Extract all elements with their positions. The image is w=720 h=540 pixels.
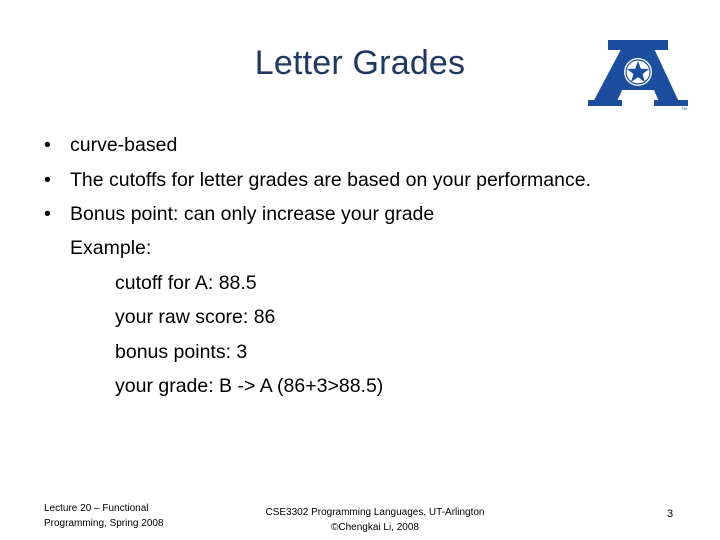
bullet-marker: • bbox=[44, 168, 51, 191]
bullet-marker: • bbox=[44, 203, 51, 226]
footer-course-info bbox=[240, 505, 510, 535]
footer-center-line: ©Chengkai Li, 2008 bbox=[331, 522, 419, 533]
bullet-marker: • bbox=[44, 134, 51, 156]
bullet-text: The cutoffs for letter grades are based on your performance. bbox=[70, 168, 592, 191]
uta-logo bbox=[588, 38, 690, 112]
svg-text:TM: TM bbox=[681, 106, 687, 111]
example-block bbox=[70, 234, 383, 407]
footer-lecture-info bbox=[44, 501, 194, 531]
example-line: cutoff for A: 88.5 bbox=[115, 271, 257, 294]
example-label: Example: bbox=[70, 237, 152, 259]
example-line: your raw score: 86 bbox=[115, 306, 276, 329]
footer-center-line: CSE3302 Programming Languages, UT-Arlington bbox=[265, 507, 485, 518]
bullet-list bbox=[44, 131, 704, 235]
example-line: your grade: B -> A (86+3>88.5) bbox=[115, 375, 384, 398]
bullet-item bbox=[44, 200, 704, 235]
example-line: bonus points: 3 bbox=[115, 340, 248, 363]
slide-title: Letter Grades bbox=[254, 44, 466, 82]
footer-left-line: Programming, Spring 2008 bbox=[44, 518, 164, 529]
bullet-text: curve-based bbox=[70, 134, 178, 156]
bullet-item bbox=[44, 131, 704, 166]
bullet-item bbox=[44, 166, 704, 201]
bullet-text: Bonus point: can only increase your grade bbox=[70, 203, 435, 226]
footer-left-line: Lecture 20 – Functional bbox=[44, 503, 149, 514]
page-number: 3 bbox=[666, 508, 674, 520]
